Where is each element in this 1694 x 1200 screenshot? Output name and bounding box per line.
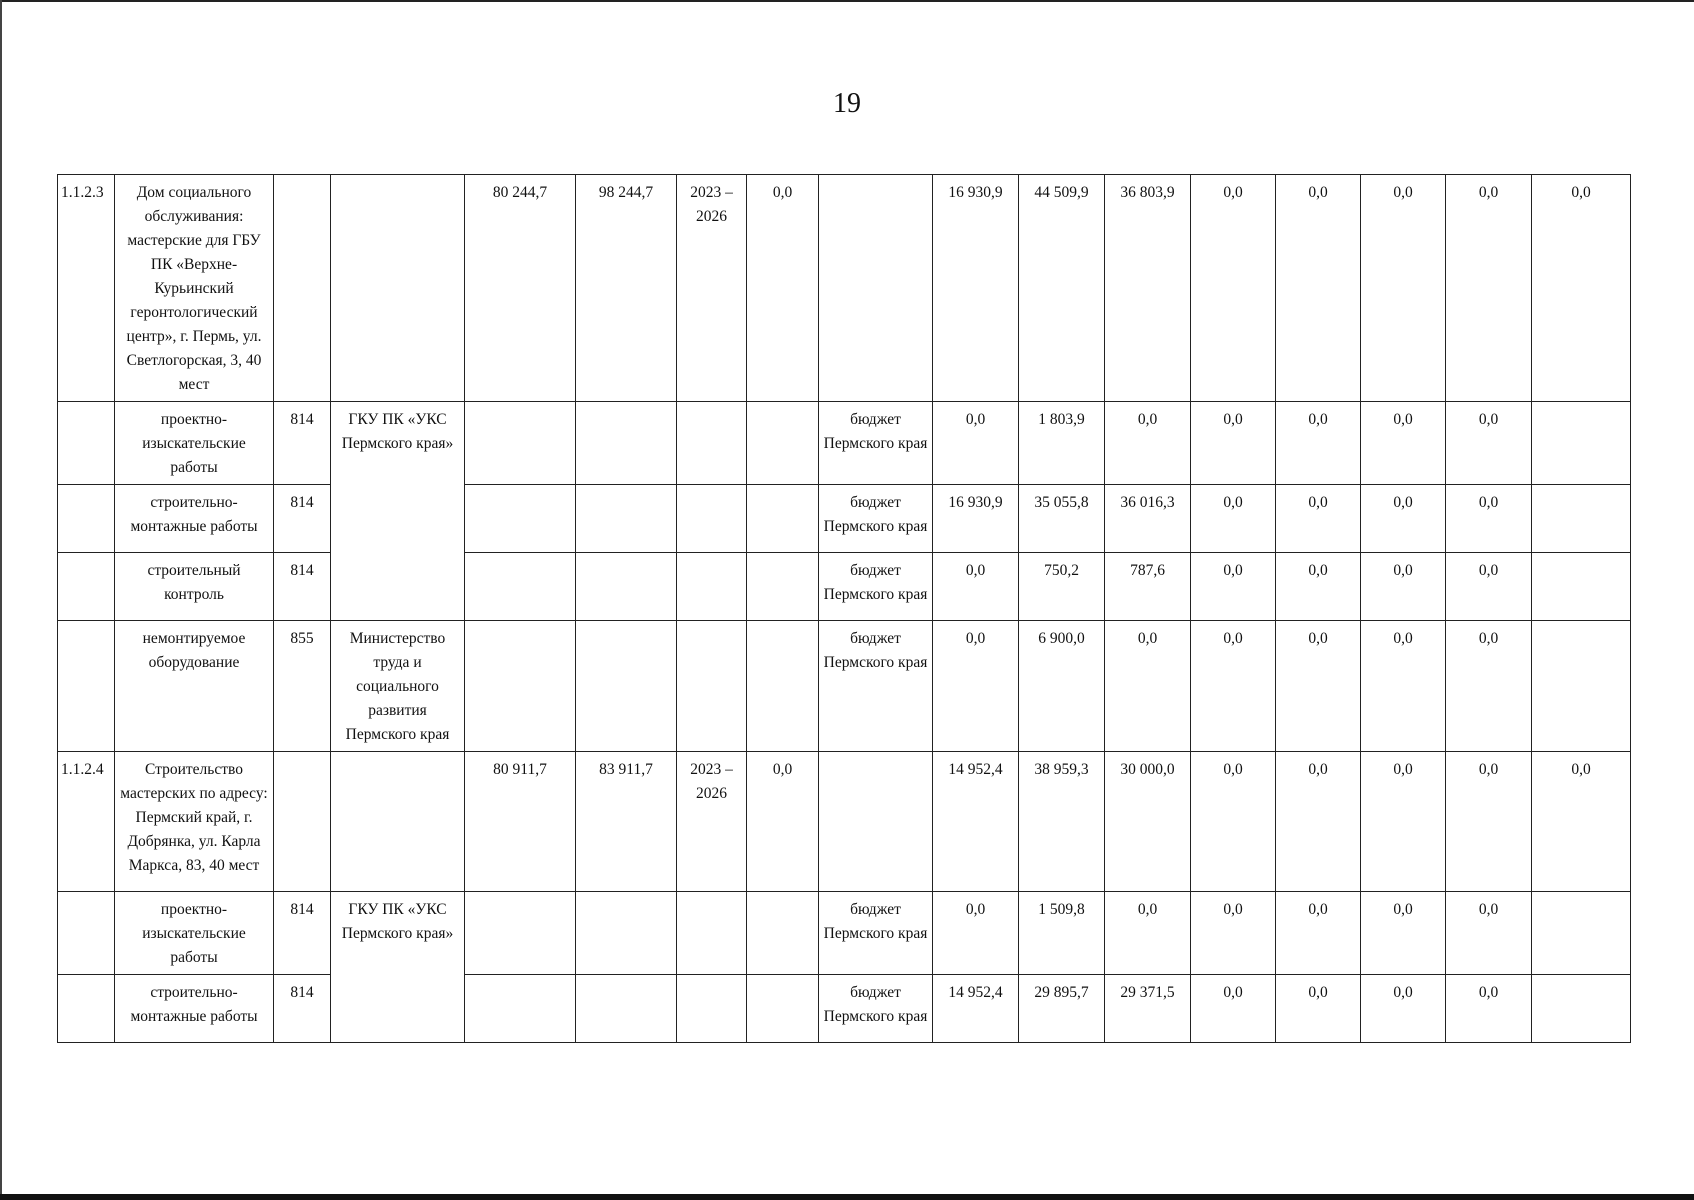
year-value-2: 1 803,9 [1019, 402, 1105, 485]
value-total [465, 975, 576, 1043]
year-value-8 [1532, 485, 1631, 553]
year-value-6: 0,0 [1361, 485, 1446, 553]
funding-source: бюджет Пермского края [819, 485, 933, 553]
year-value-2: 44 509,9 [1019, 175, 1105, 402]
funding-source: бюджет Пермского края [819, 892, 933, 975]
year-value-8 [1532, 402, 1631, 485]
year-value-3: 36 016,3 [1105, 485, 1191, 553]
table-row [58, 175, 1631, 402]
year-value-2: 35 055,8 [1019, 485, 1105, 553]
value-before [747, 621, 819, 752]
value-estimate [576, 402, 677, 485]
period [677, 402, 747, 485]
year-value-3: 0,0 [1105, 621, 1191, 752]
year-value-1: 0,0 [933, 402, 1019, 485]
work-type: строительно-монтажные работы [115, 975, 274, 1043]
table-row [58, 621, 1631, 752]
value-total [465, 621, 576, 752]
year-value-5: 0,0 [1276, 485, 1361, 553]
year-value-8 [1532, 553, 1631, 621]
value-total [465, 553, 576, 621]
table-row [58, 402, 1631, 485]
value-total: 80 244,7 [465, 175, 576, 402]
value-before [747, 485, 819, 553]
grbs-code [274, 175, 331, 402]
grbs-code: 814 [274, 892, 331, 975]
table-row [58, 975, 1631, 1043]
year-value-5: 0,0 [1276, 553, 1361, 621]
year-value-8: 0,0 [1532, 175, 1631, 402]
value-before [747, 975, 819, 1043]
year-value-4: 0,0 [1191, 485, 1276, 553]
value-before: 0,0 [747, 752, 819, 892]
value-total [465, 892, 576, 975]
year-value-7: 0,0 [1446, 553, 1532, 621]
row-code: 1.1.2.3 [58, 175, 115, 402]
year-value-8 [1532, 892, 1631, 975]
value-total [465, 485, 576, 553]
year-value-4: 0,0 [1191, 892, 1276, 975]
funding-source [819, 175, 933, 402]
year-value-6: 0,0 [1361, 621, 1446, 752]
year-value-5: 0,0 [1276, 752, 1361, 892]
year-value-2: 6 900,0 [1019, 621, 1105, 752]
funding-source: бюджет Пермского края [819, 621, 933, 752]
year-value-1: 0,0 [933, 553, 1019, 621]
value-estimate [576, 975, 677, 1043]
table-row [58, 752, 1631, 892]
year-value-1: 16 930,9 [933, 485, 1019, 553]
value-estimate: 98 244,7 [576, 175, 677, 402]
page-border-left [0, 0, 2, 1200]
period [677, 621, 747, 752]
value-estimate: 83 911,7 [576, 752, 677, 892]
year-value-1: 16 930,9 [933, 175, 1019, 402]
grbs-code: 814 [274, 553, 331, 621]
row-code [58, 975, 115, 1043]
table-row [58, 553, 1631, 621]
investment-table [57, 174, 1631, 1043]
value-estimate [576, 485, 677, 553]
row-code [58, 402, 115, 485]
year-value-6: 0,0 [1361, 175, 1446, 402]
work-type: проектно-изыскательские работы [115, 892, 274, 975]
year-value-5: 0,0 [1276, 892, 1361, 975]
year-value-7: 0,0 [1446, 752, 1532, 892]
year-value-5: 0,0 [1276, 621, 1361, 752]
page-border-top [0, 0, 1694, 2]
period: 2023 – 2026 [677, 175, 747, 402]
value-before: 0,0 [747, 175, 819, 402]
grbs-code [274, 752, 331, 892]
year-value-3: 0,0 [1105, 402, 1191, 485]
value-total: 80 911,7 [465, 752, 576, 892]
year-value-6: 0,0 [1361, 553, 1446, 621]
year-value-7: 0,0 [1446, 975, 1532, 1043]
grbs-code: 855 [274, 621, 331, 752]
year-value-4: 0,0 [1191, 621, 1276, 752]
period [677, 975, 747, 1043]
value-before [747, 402, 819, 485]
page-number: 19 [833, 88, 861, 119]
period [677, 553, 747, 621]
year-value-2: 38 959,3 [1019, 752, 1105, 892]
year-value-7: 0,0 [1446, 621, 1532, 752]
value-before [747, 553, 819, 621]
year-value-7: 0,0 [1446, 485, 1532, 553]
grbs-code: 814 [274, 485, 331, 553]
table-row [58, 892, 1631, 975]
value-total [465, 402, 576, 485]
year-value-6: 0,0 [1361, 975, 1446, 1043]
year-value-4: 0,0 [1191, 402, 1276, 485]
year-value-5: 0,0 [1276, 975, 1361, 1043]
value-before [747, 892, 819, 975]
year-value-1: 14 952,4 [933, 975, 1019, 1043]
customer: ГКУ ПК «УКС Пермского края» [331, 402, 465, 621]
customer: Министерство труда и социального развития Пермского края [331, 621, 465, 752]
period: 2023 – 2026 [677, 752, 747, 892]
work-type: проектно-изыскательские работы [115, 402, 274, 485]
work-type: строительно-монтажные работы [115, 485, 274, 553]
object-name: Строительство мастерских по адресу: Пермский край, г. Добрянка, ул. Карла Маркса, 83, 40 мест [115, 752, 274, 892]
customer [331, 752, 465, 892]
work-type: немонтируемое оборудование [115, 621, 274, 752]
customer: ГКУ ПК «УКС Пермского края» [331, 892, 465, 1043]
year-value-8 [1532, 975, 1631, 1043]
row-code [58, 621, 115, 752]
year-value-4: 0,0 [1191, 975, 1276, 1043]
year-value-2: 1 509,8 [1019, 892, 1105, 975]
year-value-2: 29 895,7 [1019, 975, 1105, 1043]
year-value-7: 0,0 [1446, 402, 1532, 485]
grbs-code: 814 [274, 975, 331, 1043]
grbs-code: 814 [274, 402, 331, 485]
year-value-3: 787,6 [1105, 553, 1191, 621]
year-value-6: 0,0 [1361, 752, 1446, 892]
customer [331, 175, 465, 402]
funding-source: бюджет Пермского края [819, 402, 933, 485]
year-value-7: 0,0 [1446, 175, 1532, 402]
value-estimate [576, 621, 677, 752]
year-value-4: 0,0 [1191, 175, 1276, 402]
year-value-8 [1532, 621, 1631, 752]
period [677, 892, 747, 975]
year-value-1: 0,0 [933, 892, 1019, 975]
year-value-5: 0,0 [1276, 402, 1361, 485]
year-value-6: 0,0 [1361, 892, 1446, 975]
row-code [58, 892, 115, 975]
year-value-1: 14 952,4 [933, 752, 1019, 892]
year-value-8: 0,0 [1532, 752, 1631, 892]
funding-source [819, 752, 933, 892]
year-value-3: 0,0 [1105, 892, 1191, 975]
table-row [58, 485, 1631, 553]
row-code [58, 553, 115, 621]
year-value-6: 0,0 [1361, 402, 1446, 485]
funding-source: бюджет Пермского края [819, 553, 933, 621]
year-value-7: 0,0 [1446, 892, 1532, 975]
page-border-bottom [0, 1194, 1694, 1200]
year-value-4: 0,0 [1191, 752, 1276, 892]
year-value-5: 0,0 [1276, 175, 1361, 402]
row-code: 1.1.2.4 [58, 752, 115, 892]
year-value-3: 30 000,0 [1105, 752, 1191, 892]
value-estimate [576, 553, 677, 621]
year-value-1: 0,0 [933, 621, 1019, 752]
object-name: Дом социального обслуживания: мастерские для ГБУ ПК «Верхне-Курьинский геронтологический центр», г. Пермь, ул. Светлогорская, 3, 40 мест [115, 175, 274, 402]
year-value-3: 29 371,5 [1105, 975, 1191, 1043]
funding-source: бюджет Пермского края [819, 975, 933, 1043]
year-value-3: 36 803,9 [1105, 175, 1191, 402]
value-estimate [576, 892, 677, 975]
period [677, 485, 747, 553]
year-value-4: 0,0 [1191, 553, 1276, 621]
year-value-2: 750,2 [1019, 553, 1105, 621]
row-code [58, 485, 115, 553]
work-type: строительный контроль [115, 553, 274, 621]
